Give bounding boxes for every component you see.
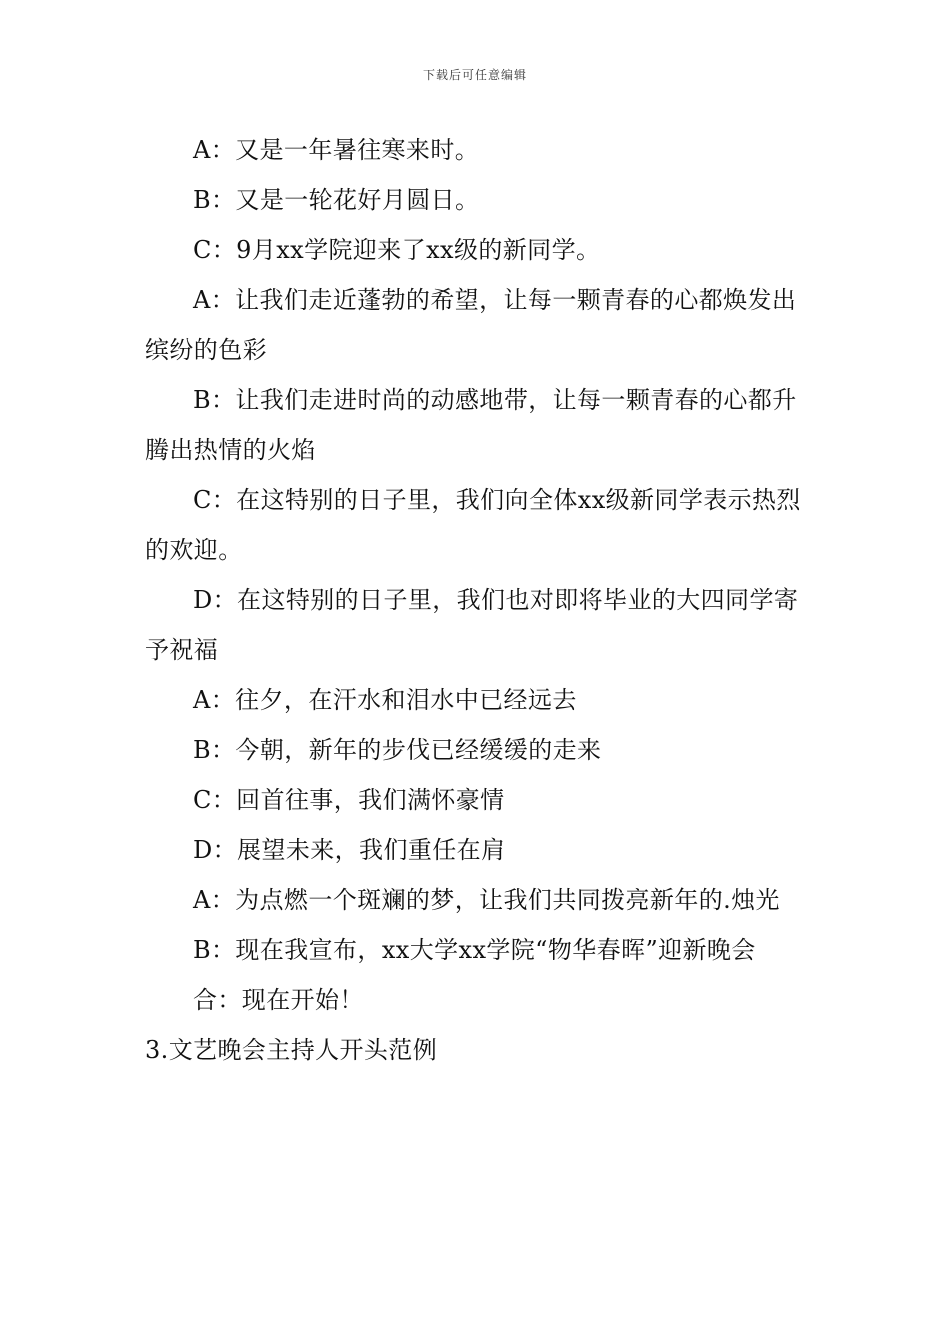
dialogue-line: A：往夕，在汗水和泪水中已经远去 — [193, 686, 577, 714]
dialogue-line: C：9月xx学院迎来了xx级的新同学。 — [193, 236, 601, 264]
dialogue-line: C：回首往事，我们满怀豪情 — [193, 786, 505, 814]
dialogue-line: A：又是一年暑往寒来时。 — [193, 136, 480, 164]
dialogue-line: D：在这特别的日子里，我们也对即将毕业的大四同学寄予祝福 — [145, 586, 799, 664]
dialogue-line: B：又是一轮花好月圆日。 — [193, 186, 480, 214]
dialogue-line: 合：现在开始！ — [193, 986, 364, 1014]
page-header: 下载后可任意编辑 — [422, 68, 527, 82]
dialogue-line: B：现在我宣布，xx大学xx学院“物华春晖”迎新晚会 — [193, 936, 756, 964]
dialogue-line: A：让我们走近蓬勃的希望，让每一颗青春的心都焕发出缤纷的色彩 — [145, 286, 797, 364]
dialogue-line: D：展望未来，我们重任在肩 — [193, 836, 506, 864]
dialogue-line: B：今朝，新年的步伐已经缓缓的走来 — [193, 736, 602, 764]
section-heading: 3.文艺晚会主持人开头范例 — [145, 1036, 438, 1064]
dialogue-line: B：让我们走进时尚的动感地带，让每一颗青春的心都升腾出热情的火焰 — [145, 386, 797, 464]
dialogue-line: C：在这特别的日子里，我们向全体xx级新同学表示热烈的欢迎。 — [145, 486, 801, 564]
dialogue-line: A：为点燃一个斑斓的梦，让我们共同拨亮新年的.烛光 — [193, 886, 780, 914]
document-body — [145, 125, 810, 1075]
